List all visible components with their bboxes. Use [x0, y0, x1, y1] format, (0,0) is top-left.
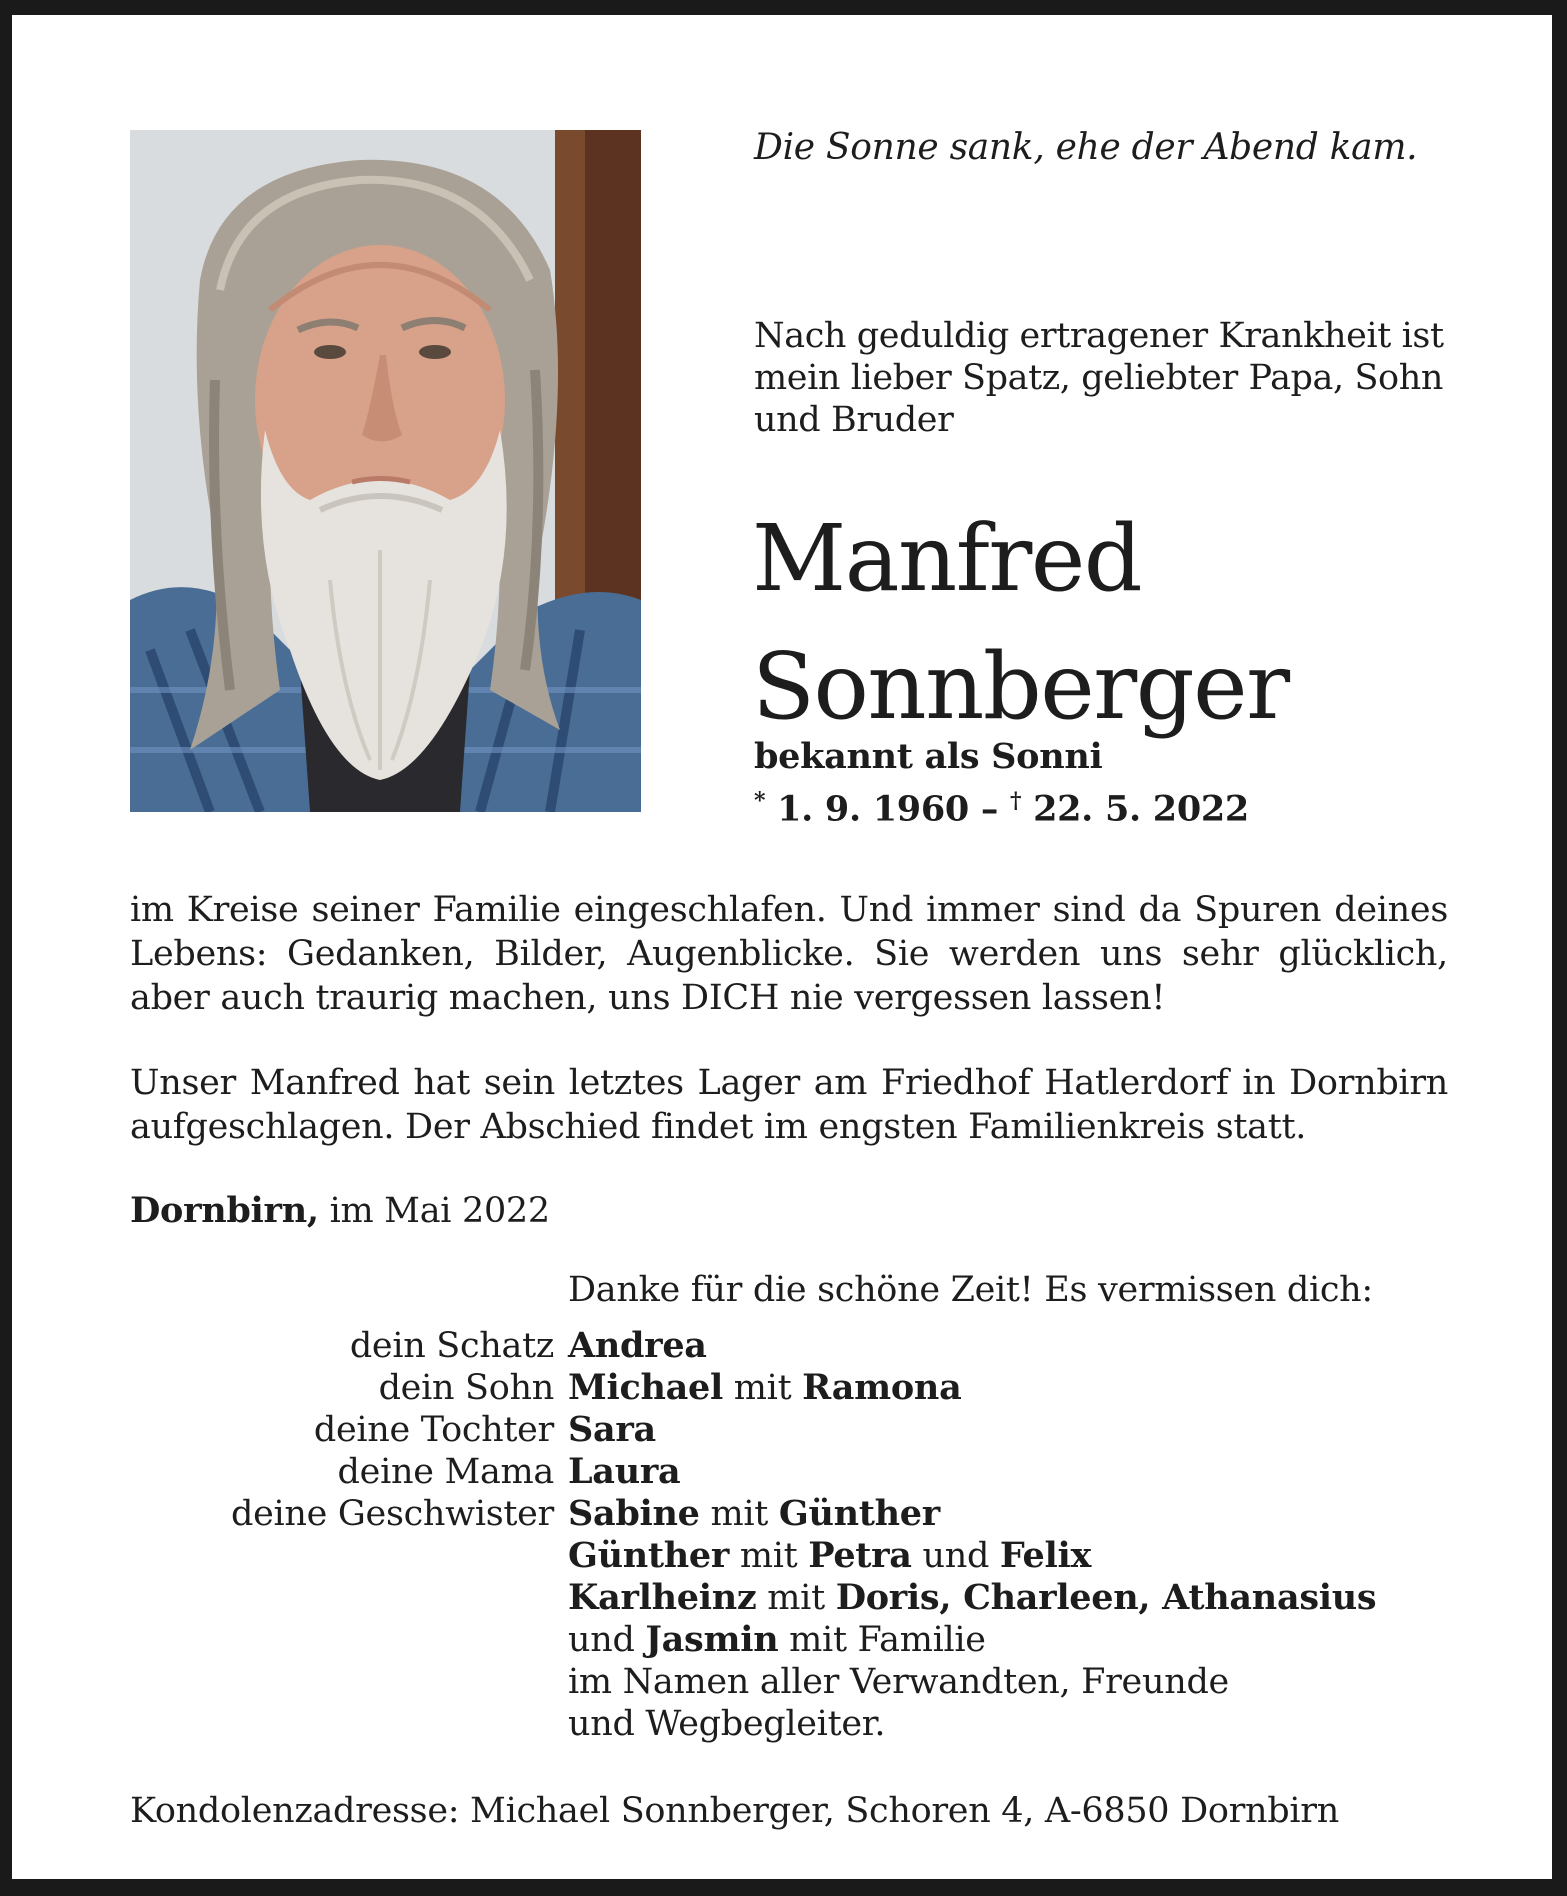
portrait-illustration: [130, 130, 641, 812]
family-name: Michael: [568, 1367, 723, 1408]
place-date: [130, 1190, 550, 1231]
intro-line: mein lieber Spatz, geliebter Papa, Sohn: [754, 358, 1443, 398]
relation-label: dein Schatz: [349, 1326, 554, 1366]
family-name: Doris, Charleen, Athanasius: [835, 1577, 1377, 1618]
died-symbol: †: [1009, 788, 1022, 814]
body-paragraph-2: Unser Manfred hat sein letztes Lager am Friedhof Hatlerdorf in Dornbirn aufgeschlagen. Der Abschied findet im engsten Familienkreis statt.: [130, 1063, 1448, 1147]
family-names: [568, 1577, 1376, 1619]
nickname: bekannt als Sonni: [754, 736, 1103, 777]
relation-label: [130, 1535, 568, 1577]
family-row: [130, 1409, 1450, 1451]
place: Dornbirn,: [130, 1190, 319, 1231]
family-row: [130, 1493, 1450, 1535]
family-names: [568, 1493, 940, 1535]
deceased-name: [752, 495, 1289, 751]
family-row: [130, 1619, 1450, 1661]
intro-line: und Bruder: [754, 400, 954, 440]
family-name: Jasmin: [645, 1619, 779, 1660]
deceased-details: [754, 735, 1249, 832]
family-names: [568, 1535, 1091, 1577]
body-paragraph-1: im Kreise seiner Familie eingeschlafen. Und immer sind da Spuren deines Lebens: Gedanken, Bilder, Augenblicke. Sie werden uns sehr glücklich, aber auch traurig machen, uns DICH nie vergessen lassen!: [130, 890, 1448, 1018]
family-names: [568, 1451, 680, 1493]
family-row: [130, 1535, 1450, 1577]
family-name: Ramona: [802, 1367, 962, 1408]
connector-word: mit: [733, 1368, 792, 1408]
relation-label: dein Sohn: [378, 1368, 554, 1408]
connector-word: und: [922, 1536, 990, 1576]
family-name: Sara: [568, 1409, 656, 1450]
portrait-photo: [130, 130, 641, 812]
thanks-line: Danke für die schöne Zeit! Es vermissen dich:: [568, 1270, 1373, 1310]
family-row: [130, 1325, 1450, 1367]
date-dash: –: [980, 788, 999, 830]
first-name: Manfred: [752, 505, 1142, 612]
family-names: [568, 1409, 656, 1451]
family-name: Karlheinz: [568, 1577, 757, 1618]
family-names: [568, 1325, 707, 1367]
death-date: 22. 5. 2022: [1033, 788, 1249, 830]
intro-text: [754, 315, 1444, 441]
family-name: Petra: [808, 1535, 912, 1576]
intro-line: Nach geduldig ertragener Krankheit ist: [754, 316, 1444, 356]
family-row: [130, 1703, 1450, 1745]
family-closing: im Namen aller Verwandten, Freunde: [568, 1662, 1229, 1702]
family-name: Sabine: [568, 1493, 700, 1534]
birth-date: 1. 9. 1960: [777, 788, 969, 830]
connector-word: mit: [767, 1578, 825, 1618]
connector-word: und: [568, 1620, 635, 1660]
family-name: Andrea: [568, 1325, 707, 1366]
last-name: Sonnberger: [752, 633, 1289, 740]
family-names: [568, 1619, 986, 1661]
connector-word: mit Familie: [789, 1620, 986, 1660]
relation-label: [130, 1661, 568, 1703]
family-name: Felix: [999, 1535, 1092, 1576]
relation-label: deine Tochter: [313, 1410, 554, 1450]
condolence-address: Kondolenzadresse: Michael Sonnberger, Schoren 4, A-6850 Dornbirn: [130, 1791, 1339, 1831]
relation-label: deine Geschwister: [231, 1494, 554, 1534]
family-names: [568, 1367, 961, 1409]
family-closing: und Wegbegleiter.: [568, 1704, 886, 1744]
family-name: Günther: [568, 1535, 730, 1576]
relation-label: [130, 1619, 568, 1661]
family-row: [130, 1367, 1450, 1409]
date: im Mai 2022: [329, 1191, 550, 1231]
connector-word: mit: [739, 1536, 798, 1576]
family-row: [130, 1661, 1450, 1703]
connector-word: mit: [710, 1494, 769, 1534]
born-symbol: *: [754, 788, 766, 814]
relation-label: deine Mama: [337, 1452, 554, 1492]
family-name: Günther: [778, 1493, 940, 1534]
relation-label: [130, 1577, 568, 1619]
family-name: Laura: [568, 1451, 681, 1492]
relation-label: [130, 1703, 568, 1745]
family-row: [130, 1577, 1450, 1619]
motto-quote: Die Sonne sank, ehe der Abend kam.: [754, 127, 1418, 168]
family-list: [130, 1325, 1450, 1745]
family-row: [130, 1451, 1450, 1493]
life-dates: [754, 779, 1249, 832]
